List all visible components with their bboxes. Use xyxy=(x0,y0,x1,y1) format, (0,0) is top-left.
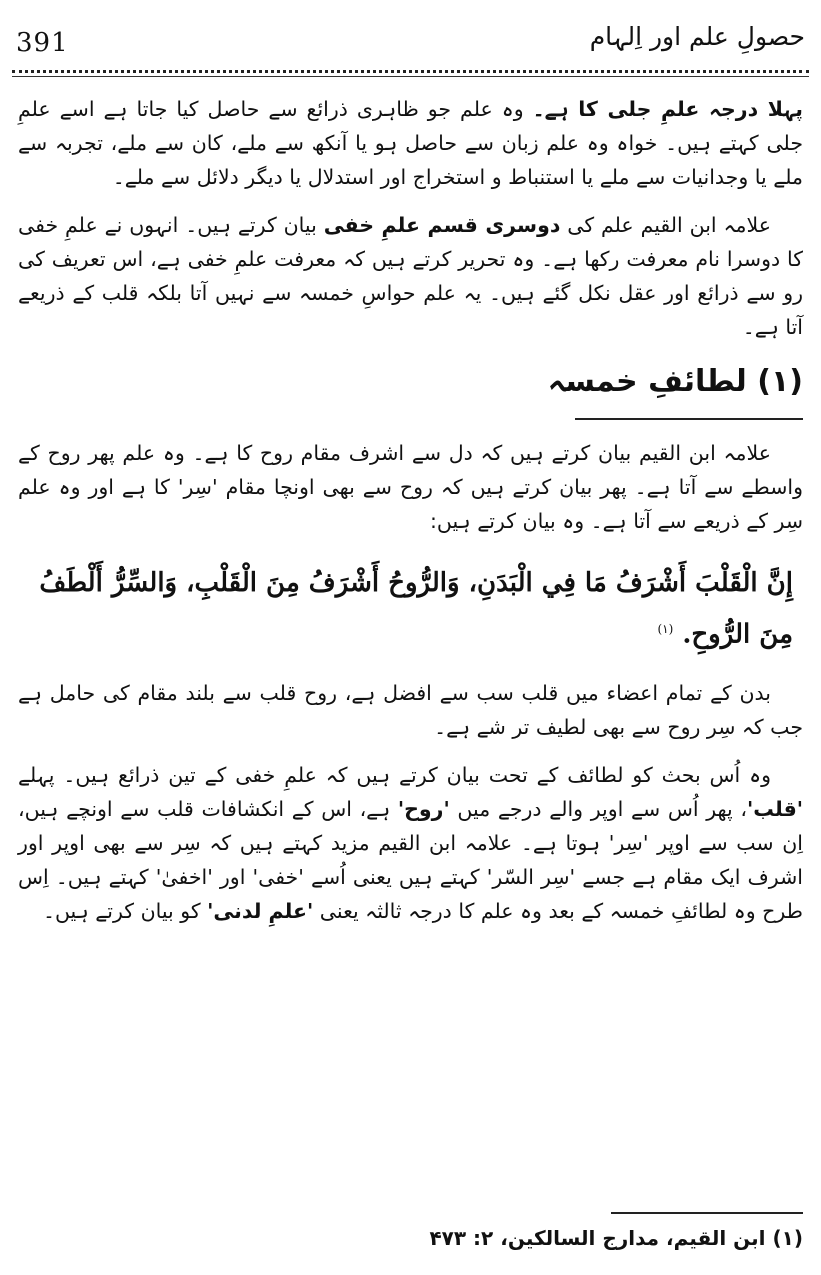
paragraph-1-lead: پہلا درجہ علمِ جلی کا ہے۔ xyxy=(532,97,803,121)
term-qalb: 'قلب' xyxy=(746,796,804,821)
paragraph-2-text-a: علامہ ابن القیم علم کی xyxy=(560,213,771,237)
body-text xyxy=(18,92,803,942)
paragraph-1-text: وہ علم جو ظاہری ذرائع سے حاصل کیا جاتا ہے اسے علمِ جلی کہتے ہیں۔ خواہ وہ علم زبان سے حاصل ہو یا آنکھ سے ملے، کان سے ملے، تجربہ سے ملے یا وجدانیات سے ملے یا استنباط و استخراج اور استدلال یا دیگر دلائل سے ملے۔ xyxy=(18,97,803,189)
section-heading: (۱) لطائفِ خمسہ xyxy=(547,364,803,399)
paragraph-5 xyxy=(18,758,803,928)
footnote-rule xyxy=(611,1212,803,1214)
paragraph-5-text-a: وہ اُس بحث کو لطائف کے تحت بیان کرتے ہیں کہ علمِ خفی کے تین ذرائع ہیں۔ پہلے xyxy=(18,762,771,787)
section-heading-block xyxy=(18,358,803,428)
paragraph-2-bold: دوسری قسم علمِ خفی xyxy=(323,213,561,237)
paragraph-5-text-d: ہے، اس کے انکشافات قلب سے اونچے ہیں، اِن سب سے اوپر 'سِر' ہوتا ہے۔ علامہ ابن القیم مزید کہتے ہیں کہ سِر سے بھی اوپر اور اشرف ایک مقام ہے جسے 'سِر السّر' کہتے ہیں یعنی اُسے 'خفی' اور 'اخفیٰ' کہتے ہیں۔ اِس طرح وہ لطائفِ خمسہ کے بعد وہ علم کا درجہ ثالثہ یعنی xyxy=(18,796,803,923)
paragraph-2-text-b: بیان کرتے ہیں۔ انہوں نے علمِ خفی کا دوسرا نام معرفت رکھا ہے۔ وہ تحریر کرتے ہیں کہ معرفت علمِ خفی ہے، اس تعریف کی رو سے ذرائع اور عقل نکل گئے ہیں۔ یہ علم حواسِ خمسہ سے نہیں آتا بلکہ قلب کے ذریعے آتا ہے۔ xyxy=(18,213,803,339)
term-rooh: 'روح' xyxy=(397,796,450,821)
paragraph-2 xyxy=(18,208,803,344)
header-rule xyxy=(12,76,809,77)
section-heading-rule xyxy=(575,418,803,420)
paragraph-3: علامہ ابن القیم بیان کرتے ہیں کہ دل سے اشرف مقام روح کا ہے۔ وہ علم پھر روح کے واسطے سے آتا ہے۔ پھر بیان کرتے ہیں کہ روح سے بھی اونچا مقام 'سِر' کا ہے اور وہ علم سِر کے ذریعے سے آتا ہے۔ وہ بیان کرتے ہیں: xyxy=(18,441,803,533)
footnote: (۱) ابن القیم، مدارج السالکین، ۲: ۴۷۳ xyxy=(429,1226,803,1250)
arabic-quote-text: إِنَّ الْقَلْبَ أَشْرَفُ مَا فِي الْبَدَنِ، وَالرُّوحُ أَشْرَفُ مِنَ الْقَلْبِ، وَالسِّرُّ أَلْطَفُ مِنَ الرُّوحِ. xyxy=(39,568,793,650)
paragraph-4: بدن کے تمام اعضاء میں قلب سب سے افضل ہے، روح قلب سے بلند مقام کی حامل ہے جب کہ سِر روح سے بھی لطیف تر شے ہے۔ xyxy=(18,680,803,739)
page-header xyxy=(12,18,809,70)
arabic-quote xyxy=(18,560,803,658)
page-number: 391 xyxy=(16,28,69,58)
paragraph-1 xyxy=(18,92,803,194)
paragraph-5-text-c: ، پھر اُس سے اوپر والے درجے میں xyxy=(449,796,747,821)
running-title: حصولِ علم اور اِلہام xyxy=(589,22,805,51)
paragraph-5-text-e: کو بیان کرتے ہیں۔ xyxy=(42,898,208,923)
footnote-reference: (۱) xyxy=(657,622,674,636)
header-dotted-rule xyxy=(12,70,809,73)
term-ilm-ladunni: 'علمِ لدنی' xyxy=(207,898,314,923)
